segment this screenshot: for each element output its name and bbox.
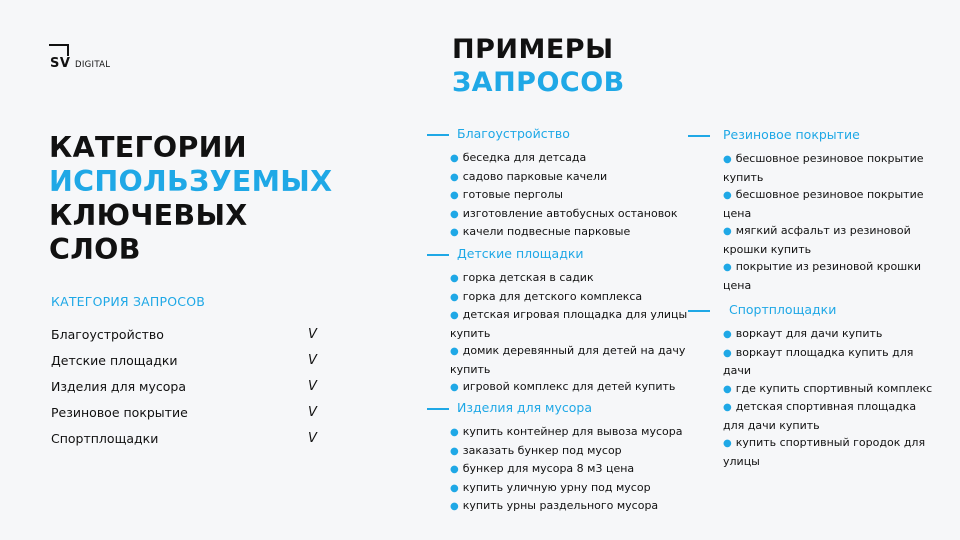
- query-text: цена: [723, 206, 752, 220]
- dash-icon: [427, 408, 449, 410]
- category-heading: КАТЕГОРИЯ ЗАПРОСОВ: [51, 294, 206, 309]
- bullet-icon: ●: [723, 329, 732, 340]
- query-item: [450, 306, 687, 325]
- query-text: воркаут площадка купить для: [735, 345, 914, 359]
- bullet-icon: ●: [723, 347, 732, 359]
- query-text: горка детская в садик: [462, 271, 594, 284]
- query-text: крошки купить: [723, 242, 812, 256]
- check-mark: V: [308, 379, 317, 394]
- query-item: [450, 223, 678, 242]
- section-blagoustroystvo: [427, 125, 678, 242]
- query-text: купить спортивный городок для: [735, 436, 926, 449]
- section-rezinovoe-pokrytie: [688, 126, 924, 294]
- query-list: [427, 149, 678, 242]
- examples-title-line1: ПРИМЕРЫ: [452, 34, 614, 65]
- query-text: качели подвесные парковые: [462, 225, 631, 238]
- query-item: [450, 269, 687, 288]
- query-text: купить: [723, 170, 764, 184]
- query-item: [450, 442, 682, 461]
- bullet-icon: ●: [450, 153, 459, 164]
- query-item: [723, 453, 932, 471]
- query-item: [450, 205, 678, 224]
- section-title: Резиновое покрытие: [723, 127, 860, 142]
- query-text: заказать бункер под мусор: [462, 443, 622, 457]
- category-label: Изделия для мусора: [51, 379, 187, 394]
- bullet-icon: ●: [450, 208, 459, 220]
- section-heading: [427, 399, 682, 417]
- query-item: [723, 398, 932, 417]
- dash-icon: [427, 254, 449, 256]
- category-label: Резиновое покрытие: [51, 405, 188, 420]
- query-text: садово парковые качели: [462, 169, 608, 183]
- category-row: [51, 400, 326, 426]
- section-izdeliya-dlya-musora: [427, 399, 682, 516]
- query-item: [450, 186, 678, 205]
- category-label: Спортплощадки: [51, 431, 159, 446]
- section-heading: [427, 125, 678, 143]
- query-text: где купить спортивный комплекс: [735, 381, 933, 395]
- query-text: горка для детского комплекса: [462, 289, 643, 303]
- query-text: для дачи купить: [723, 418, 820, 432]
- check-mark: V: [308, 327, 317, 342]
- query-text: купить контейнер для вывоза мусора: [462, 425, 683, 438]
- bullet-icon: ●: [450, 427, 459, 438]
- query-text: готовые перголы: [462, 188, 563, 201]
- query-text: беседка для детсада: [462, 151, 587, 164]
- query-item: [450, 149, 678, 168]
- bullet-icon: ●: [450, 445, 459, 457]
- query-item: [723, 417, 932, 435]
- categories-title-line2: ИСПОЛЬЗУЕМЫХ: [49, 165, 333, 198]
- logo-sv: SV: [50, 56, 71, 71]
- query-list: [688, 325, 932, 470]
- examples-title-line2: ЗАПРОСОВ: [452, 67, 625, 98]
- query-text: детская спортивная площадка: [735, 400, 917, 413]
- query-text: воркаут для дачи купить: [735, 327, 883, 340]
- section-title: Спортплощадки: [729, 302, 837, 317]
- query-item: [723, 277, 924, 295]
- category-row: [51, 322, 326, 348]
- bullet-icon: ●: [450, 171, 459, 183]
- query-item: [723, 169, 924, 187]
- dash-icon: [688, 310, 710, 312]
- bullet-icon: ●: [723, 154, 732, 165]
- bullet-icon: ●: [450, 501, 459, 512]
- categories-title-line4: СЛОВ: [49, 233, 141, 266]
- bullet-icon: ●: [450, 482, 459, 494]
- query-item: [723, 258, 924, 277]
- query-item: [450, 460, 682, 479]
- category-row: [51, 374, 326, 400]
- bullet-icon: ●: [450, 291, 459, 303]
- query-item: [723, 362, 932, 380]
- section-sportploshchadki: [688, 301, 932, 470]
- section-title: Изделия для мусора: [457, 400, 593, 415]
- category-label: Благоустройство: [51, 327, 164, 342]
- check-mark: V: [308, 431, 317, 446]
- examples-title: [452, 33, 625, 99]
- query-list: [427, 423, 682, 516]
- query-item: [450, 423, 682, 442]
- bullet-icon: ●: [723, 383, 732, 395]
- query-text: домик деревянный для детей на дачу: [462, 344, 686, 357]
- query-item: [450, 288, 687, 307]
- query-text: покрытие из резиновой крошки: [735, 260, 922, 273]
- categories-title: [49, 131, 332, 267]
- logo: [49, 44, 129, 74]
- query-text: бункер для мусора 8 м3 цена: [462, 462, 635, 475]
- check-mark: V: [308, 405, 317, 420]
- query-text: дачи: [723, 364, 751, 377]
- query-text: купить урны раздельного мусора: [462, 499, 659, 512]
- query-text: изготовление автобусных остановок: [462, 206, 678, 220]
- query-text: купить: [450, 362, 491, 376]
- section-heading: [688, 301, 932, 319]
- query-text: бесшовное резиновое покрытие: [735, 188, 924, 201]
- bullet-icon: ●: [723, 262, 732, 273]
- query-text: улицы: [723, 454, 760, 468]
- bullet-icon: ●: [723, 402, 732, 413]
- bullet-icon: ●: [450, 464, 459, 475]
- query-text: детская игровая площадка для улицы: [462, 308, 688, 321]
- categories-title-line3: КЛЮЧЕВЫХ: [49, 199, 248, 232]
- query-item: [723, 325, 932, 344]
- check-mark: V: [308, 353, 317, 368]
- query-item: [450, 378, 687, 397]
- query-text: купить: [450, 326, 491, 340]
- query-item: [450, 497, 682, 516]
- bullet-icon: ●: [450, 382, 459, 393]
- section-detskie-ploshchadki: [427, 245, 687, 397]
- section-heading: [427, 245, 687, 263]
- query-text: бесшовное резиновое покрытие: [735, 152, 924, 165]
- query-item: [723, 380, 932, 399]
- bullet-icon: ●: [450, 227, 459, 238]
- query-item: [450, 325, 687, 343]
- query-item: [723, 186, 924, 205]
- bullet-icon: ●: [723, 438, 732, 449]
- section-heading: [688, 126, 924, 144]
- category-list: [51, 322, 326, 452]
- logo-digital: DIGITAL: [75, 60, 111, 70]
- category-label: Детские площадки: [51, 353, 178, 368]
- query-text: цена: [723, 278, 752, 292]
- bullet-icon: ●: [450, 273, 459, 284]
- dash-icon: [688, 135, 710, 137]
- category-row: [51, 348, 326, 374]
- query-list: [688, 150, 924, 294]
- query-item: [450, 342, 687, 361]
- bullet-icon: ●: [450, 310, 459, 321]
- query-item: [723, 150, 924, 169]
- bullet-icon: ●: [723, 190, 732, 201]
- query-text: игровой комплекс для детей купить: [462, 380, 676, 393]
- query-item: [450, 361, 687, 379]
- query-item: [723, 222, 924, 241]
- query-item: [723, 205, 924, 223]
- query-text: купить уличную урну под мусор: [462, 480, 651, 494]
- categories-title-line1: КАТЕГОРИИ: [49, 131, 247, 164]
- query-item: [723, 241, 924, 259]
- query-item: [723, 344, 932, 363]
- query-item: [723, 434, 932, 453]
- query-text: мягкий асфальт из резиновой: [735, 224, 911, 237]
- bullet-icon: ●: [723, 226, 732, 237]
- bullet-icon: ●: [450, 190, 459, 201]
- section-title: Благоустройство: [457, 126, 570, 141]
- dash-icon: [427, 134, 449, 136]
- query-list: [427, 269, 687, 397]
- bullet-icon: ●: [450, 346, 459, 357]
- query-item: [450, 168, 678, 187]
- query-item: [450, 479, 682, 498]
- category-row: [51, 426, 326, 452]
- section-title: Детские площадки: [457, 246, 584, 261]
